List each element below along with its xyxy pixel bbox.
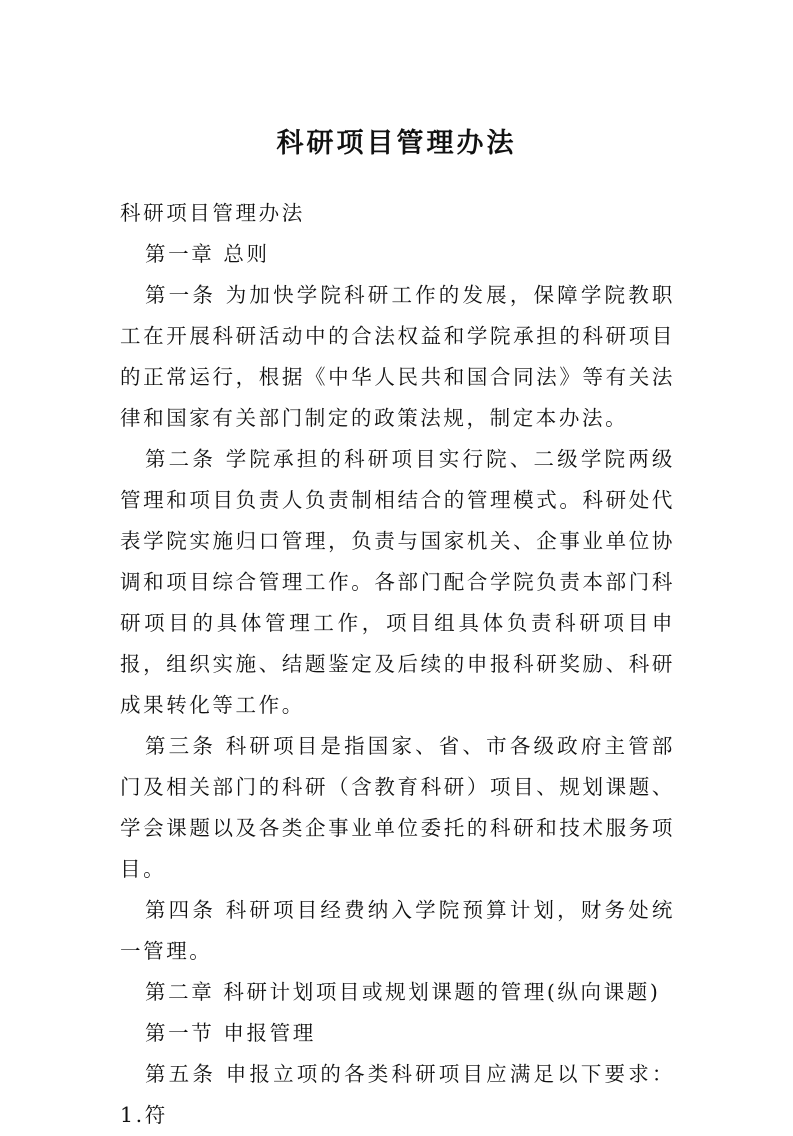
body-heading: 科研项目管理办法 <box>120 201 305 225</box>
section-heading-1: 第一节 申报管理 <box>145 1021 316 1045</box>
article-5: 第五条 申报立项的各类科研项目应满足以下要求： 1.符 <box>120 1062 675 1127</box>
article-3: 第三条 科研项目是指国家、省、市各级政府主管部门及相关部门的科研（含教育科研）项目、规划课题、学会课题以及各类企事业单位委托的科研和技术服务项目。 <box>120 734 675 881</box>
article-2: 第二条 学院承担的科研项目实行院、二级学院两级管理和项目负责人负责制相结合的管理模式。科研处代表学院实施归口管理，负责与国家机关、企事业单位协调和项目综合管理工作。各部门配合学院负责本部门科研项目的具体管理工作，项目组具体负责科研项目申报，组织实施、结题鉴定及后续的申报科研奖励、科研成果转化等工作。 <box>120 447 675 717</box>
document-title: 科研项目管理办法 <box>276 128 517 159</box>
chapter-heading-1: 第一章 总则 <box>145 242 270 266</box>
document-body <box>120 193 675 1136</box>
chapter-heading-2: 第二章 科研计划项目或规划课题的管理(纵向课题) <box>145 980 661 1004</box>
article-4: 第四条 科研项目经费纳入学院预算计划，财务处统一管理。 <box>120 898 675 963</box>
article-1: 第一条 为加快学院科研工作的发展，保障学院教职工在开展科研活动中的合法权益和学院承担的科研项目的正常运行，根据《中华人民共和国合同法》等有关法律和国家有关部门制定的政策法规，制定本办法。 <box>120 283 675 430</box>
